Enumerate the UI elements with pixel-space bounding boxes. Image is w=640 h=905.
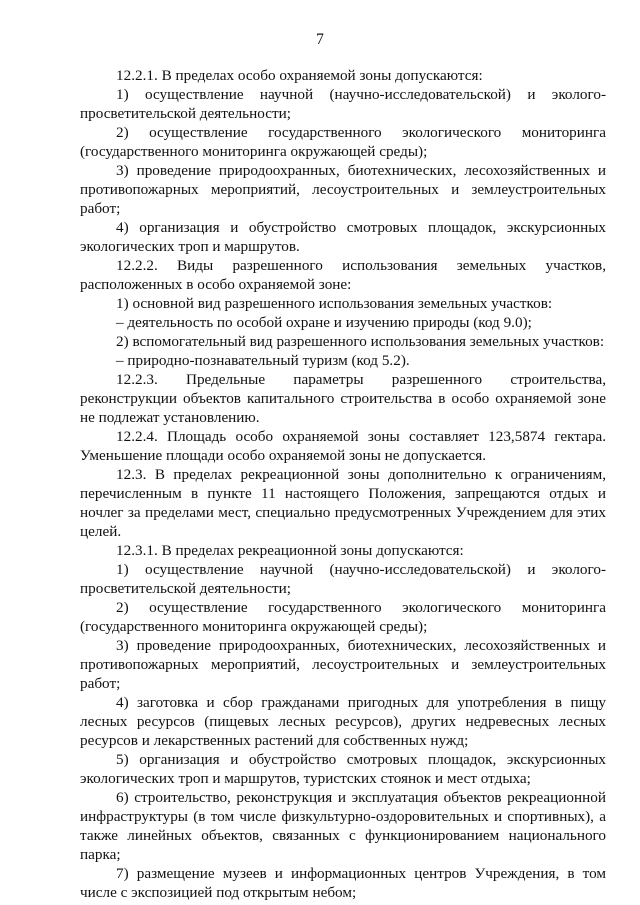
paragraph: 6) строительство, реконструкция и эксплуатация объектов рекреационной инфраструктуры (в том числе физкультурно-оздоровительных и спортивных), а также линейных объектов, связанных с функционированием национального парка; xyxy=(80,789,606,863)
paragraph: – природно-познавательный туризм (код 5.2). xyxy=(116,352,410,369)
page-number: 7 xyxy=(316,31,324,48)
paragraph: 12.2.4. Площадь особо охраняемой зоны составляет 123,5874 гектара. Уменьшение площади особо охраняемой зоны не допускается. xyxy=(80,428,606,464)
paragraph: 3) проведение природоохранных, биотехнических, лесохозяйственных и противопожарных мероприятий, лесоустроительных и землеустроительных работ; xyxy=(80,637,606,692)
paragraph: 1) осуществление научной (научно-исследовательской) и эколого-просветительской деятельности; xyxy=(80,561,606,597)
paragraph: 1) осуществление научной (научно-исследовательской) и эколого-просветительской деятельности; xyxy=(80,86,606,122)
paragraph: 4) заготовка и сбор гражданами пригодных для употребления в пищу лесных ресурсов (пищевых лесных ресурсов), других недревесных лесных ресурсов и лекарственных растений для собственных нужд; xyxy=(80,694,606,749)
document-body xyxy=(80,66,606,902)
paragraph: 1) основной вид разрешенного использования земельных участков: xyxy=(116,295,553,312)
paragraph: 2) осуществление государственного экологического мониторинга (государственного мониторинга окружающей среды); xyxy=(80,124,606,160)
paragraph: 2) осуществление государственного экологического мониторинга (государственного мониторинга окружающей среды); xyxy=(80,599,606,635)
paragraph: 12.2.2. Виды разрешенного использования земельных участков, расположенных в особо охраняемой зоне: xyxy=(80,257,606,293)
paragraph: 3) проведение природоохранных, биотехнических, лесохозяйственных и противопожарных мероприятий, лесоустроительных и землеустроительных работ; xyxy=(80,162,606,217)
paragraph: 5) организация и обустройство смотровых площадок, экскурсионных экологических троп и маршрутов, туристских стоянок и мест отдыха; xyxy=(80,751,606,787)
paragraph: 12.2.1. В пределах особо охраняемой зоны допускаются: xyxy=(116,67,483,84)
paragraph: – деятельность по особой охране и изучению природы (код 9.0); xyxy=(116,314,532,331)
paragraph: 7) размещение музеев и информационных центров Учреждения, в том числе с экспозицией под открытым небом; xyxy=(80,865,606,901)
paragraph: 4) организация и обустройство смотровых площадок, экскурсионных экологических троп и маршрутов. xyxy=(80,219,606,255)
paragraph: 2) вспомогательный вид разрешенного использования земельных участков: xyxy=(116,333,605,350)
paragraph: 12.2.3. Предельные параметры разрешенного строительства, реконструкции объектов капитального строительства в особо охраняемой зоне не подлежат установлению. xyxy=(80,371,606,426)
paragraph: 12.3. В пределах рекреационной зоны дополнительно к ограничениям, перечисленным в пункте 11 настоящего Положения, запрещаются отдых и ночлег за пределами мест, специально предусмотренных Учреждением для этих целей. xyxy=(80,466,606,540)
paragraph: 12.3.1. В пределах рекреационной зоны допускаются: xyxy=(116,542,464,559)
